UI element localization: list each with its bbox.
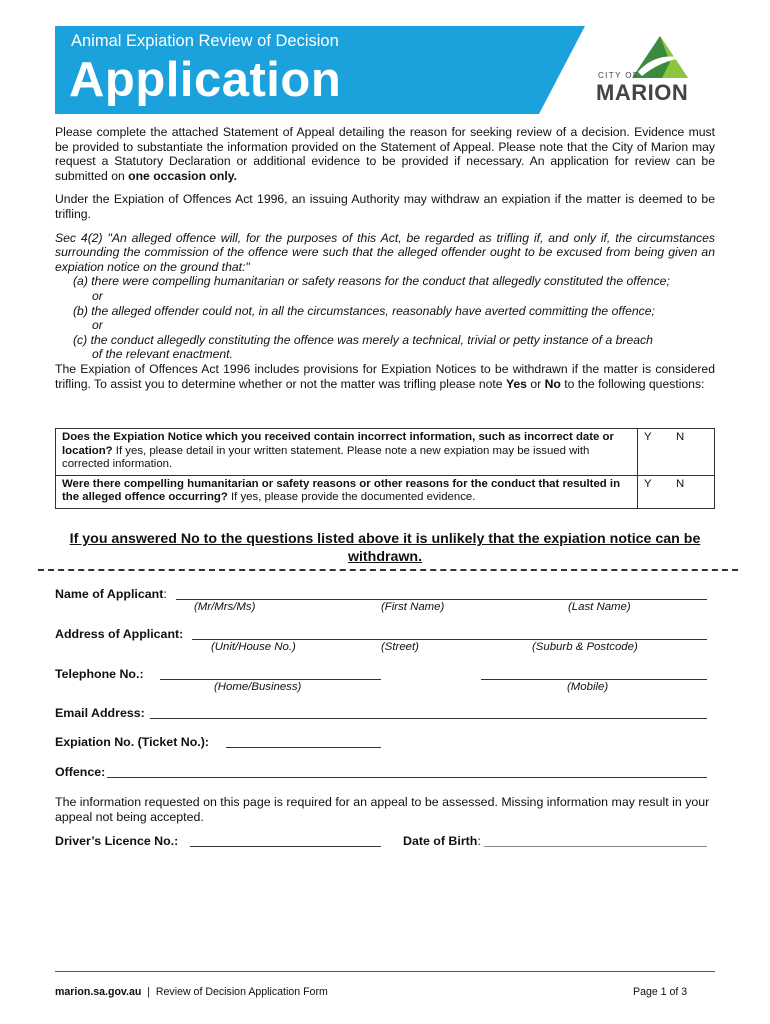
logo-mountain-icon <box>632 36 688 78</box>
name-hint-last: (Last Name) <box>568 601 631 613</box>
address-hint-street: (Street) <box>381 641 419 653</box>
expiation-number-label: Expiation No. (Ticket No.): <box>55 735 209 749</box>
intro-paragraph-1: Please complete the attached Statement of Appeal detailing the reason for seeking review of a decision. Evidence must be provided to substantiate the information provided on the Statement of Appeal. Please note that the City of Marion may request a Statutory Declaration or additional evidence to be provided if necessary. An application for review can be submitted on one occasion only. <box>55 125 715 183</box>
information-note: The information requested on this page is required for an appeal to be assessed. Missing information may result in your appeal not being accepted. <box>55 795 710 824</box>
expiation-number-input[interactable] <box>226 747 381 748</box>
dob-input[interactable] <box>484 846 707 847</box>
email-input[interactable] <box>150 718 707 719</box>
or-2: or <box>92 318 103 333</box>
intro-section <box>55 125 715 391</box>
question-2-no-option[interactable]: N <box>670 475 715 508</box>
name-label-wrap: Name of Applicant: <box>55 587 167 601</box>
dashed-divider <box>38 569 738 571</box>
drivers-licence-label: Driver’s Licence No.: <box>55 834 179 848</box>
drivers-licence-input[interactable] <box>190 846 381 847</box>
name-input[interactable] <box>176 599 707 600</box>
item-a: (a) there were compelling humanitarian or safety reasons for the conduct that allegedly constituted the offence; <box>73 274 670 289</box>
questions-table <box>55 428 715 509</box>
dob-label-wrap: Date of Birth: <box>403 834 481 848</box>
section-quote: Sec 4(2) "An alleged offence will, for the purposes of this Act, be regarded as trifling if, and only if, the circumstances surrounding the commission of the offence were such that the alleged offender ought to be excused from being given an expiation notice on the ground that:" <box>55 230 715 274</box>
telephone-mobile-input[interactable] <box>481 679 707 680</box>
logo-name: MARION <box>596 80 689 105</box>
telephone-home-input[interactable] <box>160 679 381 680</box>
intro-paragraph-2: Under the Expiation of Offences Act 1996, an issuing Authority may withdraw an expiation if the matter is deemed to be trifling. <box>55 192 715 221</box>
intro-paragraph-3: The Expiation of Offences Act 1996 includes provisions for Expiation Notices to be withdrawn if the matter is considered trifling. To assist you to determine whether or not the matter was trifling please note Yes or No to the following questions: <box>55 361 715 391</box>
question-2-yes-option[interactable]: Y <box>638 475 671 508</box>
question-1-no-option[interactable]: N <box>670 429 715 476</box>
telephone-label: Telephone No.: <box>55 667 144 681</box>
header-banner <box>55 26 585 114</box>
question-2-text: Were there compelling humanitarian or safety reasons or other reasons for the conduct that resulted in the alleged offence occurring? If yes, please provide the documented evidence. <box>56 475 638 508</box>
item-b: (b) the alleged offender could not, in all the circumstances, reasonably have averted committing the offence; <box>73 303 655 318</box>
question-1-text: Does the Expiation Notice which you received contain incorrect information, such as incorrect date or location? If yes, please detail in your written statement. Please note a new expiation may be issued with corrected information. <box>56 429 638 476</box>
page-number: Page 1 of 3 <box>633 986 688 998</box>
city-of-marion-logo <box>592 36 702 106</box>
question-row-1 <box>56 429 715 476</box>
address-label: Address of Applicant: <box>55 627 184 641</box>
offence-input[interactable] <box>107 777 707 778</box>
address-hint-unit: (Unit/House No.) <box>211 641 296 653</box>
name-hint-title: (Mr/Mrs/Ms) <box>194 601 256 613</box>
footer-divider <box>55 971 715 972</box>
telephone-hint-home: (Home/Business) <box>214 681 302 693</box>
telephone-hint-mobile: (Mobile) <box>567 681 609 693</box>
header-subtitle: Animal Expiation Review of Decision <box>71 32 339 50</box>
or-1: or <box>92 288 103 303</box>
address-hint-suburb: (Suburb & Postcode) <box>532 641 638 653</box>
footer-site-link[interactable]: marion.sa.gov.au <box>55 986 142 998</box>
item-c-line-2: of the relevant enactment. <box>92 347 233 362</box>
footer-left: marion.sa.gov.au | Review of Decision Application Form <box>55 986 328 998</box>
address-input[interactable] <box>192 639 707 640</box>
question-row-2 <box>56 475 715 508</box>
question-1-yes-option[interactable]: Y <box>638 429 671 476</box>
withdrawal-warning: If you answered No to the questions listed above it is unlikely that the expiation notice can be withdrawn. <box>69 531 701 565</box>
logo-city-of: CITY OF <box>598 71 640 80</box>
item-c-line-1: (c) the conduct allegedly constituting the offence was merely a technical, trivial or petty instance of a breach <box>73 332 653 347</box>
name-hint-first: (First Name) <box>381 601 445 613</box>
page-title: Application <box>69 53 342 107</box>
email-label: Email Address: <box>55 706 145 720</box>
offence-label: Offence: <box>55 765 106 779</box>
